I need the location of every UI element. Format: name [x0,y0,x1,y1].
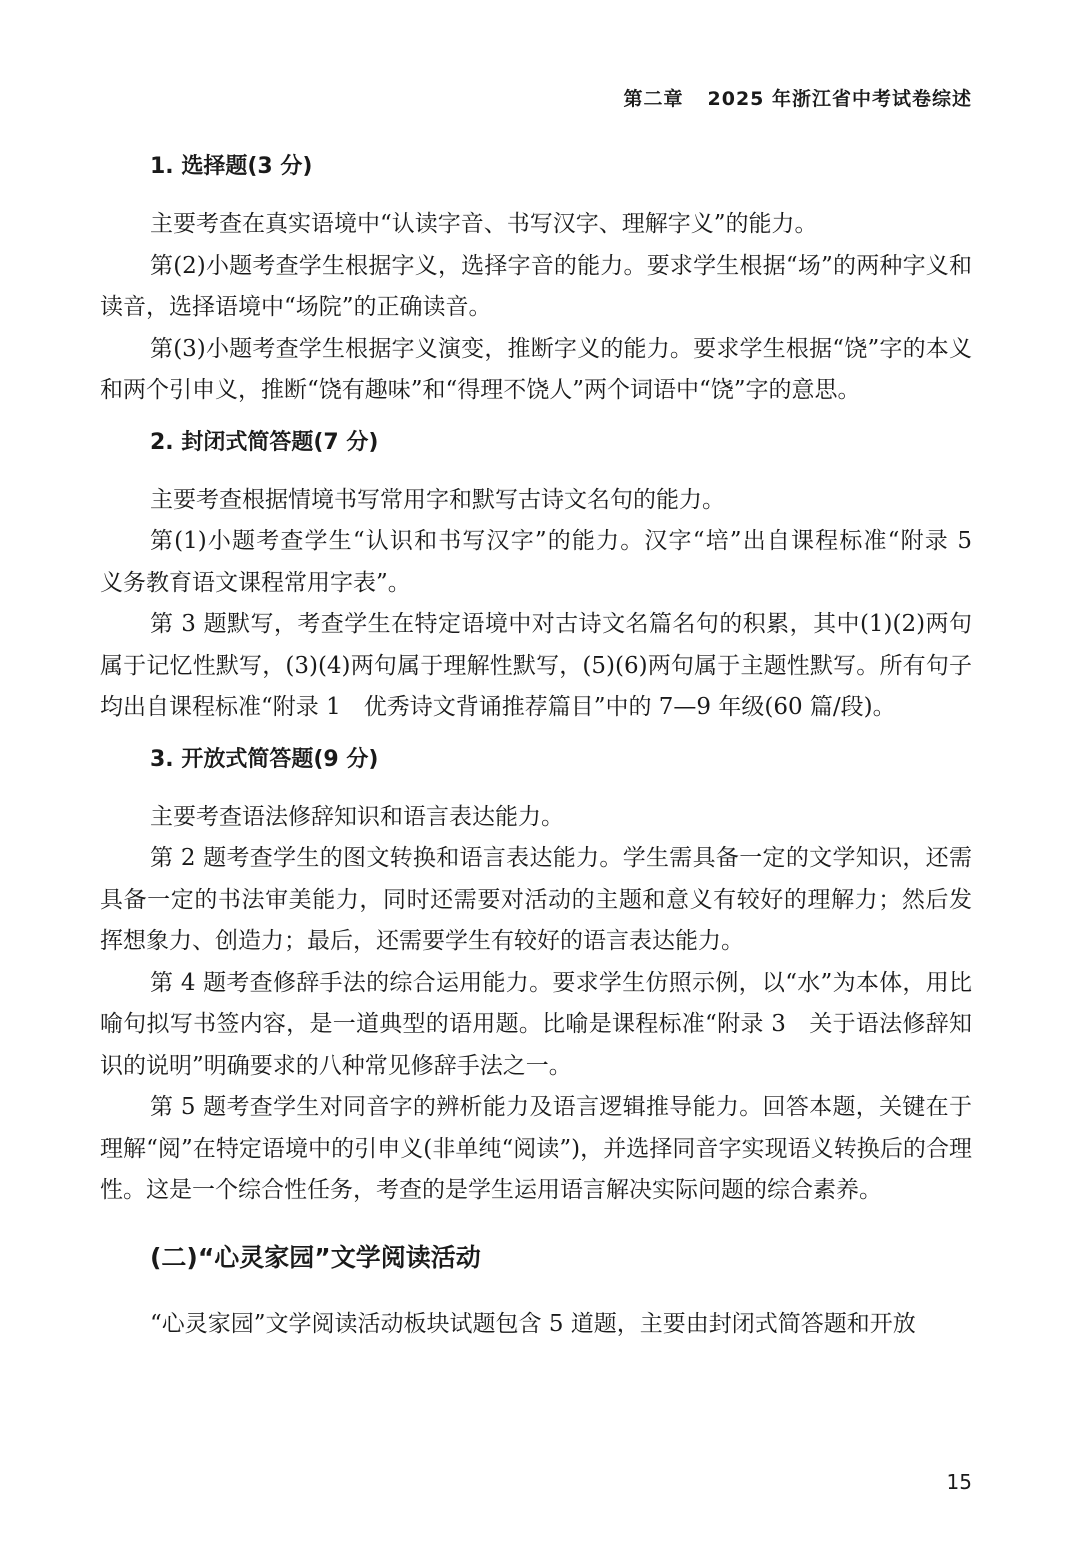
paragraph: 第 4 题考查修辞手法的综合运用能力。要求学生仿照示例，以“水”为本体，用比喻句拟写书签内容，是一道典型的语用题。比喻是课程标准“附录 3 关于语法修辞知识的说明”明确要求的八种常见修辞手法之一。 [100,969,972,1079]
paragraph: 主要考查语法修辞知识和语言表达能力。 [150,803,564,830]
paragraph: 第(1)小题考查学生“认识和书写汉字”的能力。汉字“培”出自课程标准“附录 5 义务教育语文课程常用字表”。 [100,528,995,596]
paragraph: 主要考查在真实语境中“认读字音、书写汉字、理解字义”的能力。 [150,211,818,237]
page-body [100,140,995,1345]
section-heading: 1. 选择题(3 分) [150,154,313,179]
section-heading: 2. 封闭式简答题(7 分) [150,429,379,455]
section-literary-reading [100,1212,972,1346]
part-heading: (二)“心灵家园”文学阅读活动 [150,1242,481,1272]
paragraph: 第(2)小题考查学生根据字义，选择字音的能力。要求学生根据“场”的两种字义和读音，选择语境中“场院”的正确读音。 [100,252,972,320]
section-open-short-answer [100,733,972,1212]
paragraph: “心灵家园”文学阅读活动板块试题包含 5 道题，主要由封闭式简答题和开放 [150,1310,916,1337]
page-number: 15 [946,1470,972,1494]
running-header [623,84,972,111]
paragraph: 第 2 题考查学生的图文转换和语言表达能力。学生需具备一定的文学知识，还需具备一定的书法审美能力，同时还需要对活动的主题和意义有较好的理解力；然后发挥想象力、创造力；最后，还需要学生有较好的语言表达能力。 [100,845,972,954]
chapter-label: 第二章 [623,88,684,110]
section-closed-short-answer [100,416,995,729]
paragraph: 第 3 题默写，考查学生在特定语境中对古诗文名篇名句的积累，其中(1)(2)两句属于记忆性默写，(3)(4)两句属于理解性默写，(5)(6)两句属于主题性默写。所有句子均出自课程标准“附录 1 优秀诗文背诵推荐篇目”中的 7—9 年级(60 篇/段)。 [100,611,972,720]
paragraph: 第 5 题考查学生对同音字的辨析能力及语言逻辑推导能力。回答本题，关键在于理解“阅”在特定语境中的引申义(非单纯“阅读”)，并选择同音字实现语义转换后的合理性。这是一个综合性任务，考查的是学生运用语言解决实际问题的综合素养。 [100,1094,972,1203]
paragraph: 主要考查根据情境书写常用字和默写古诗文名句的能力。 [150,486,725,513]
section-multiple-choice [100,140,972,412]
section-heading: 3. 开放式简答题(9 分) [150,746,379,772]
paragraph: 第(3)小题考查学生根据字义演变，推断字义的能力。要求学生根据“饶”字的本义和两个引申义，推断“饶有趣味”和“得理不饶人”两个词语中“饶”字的意思。 [100,335,972,403]
chapter-title: 2025 年浙江省中考试卷综述 [707,88,972,110]
